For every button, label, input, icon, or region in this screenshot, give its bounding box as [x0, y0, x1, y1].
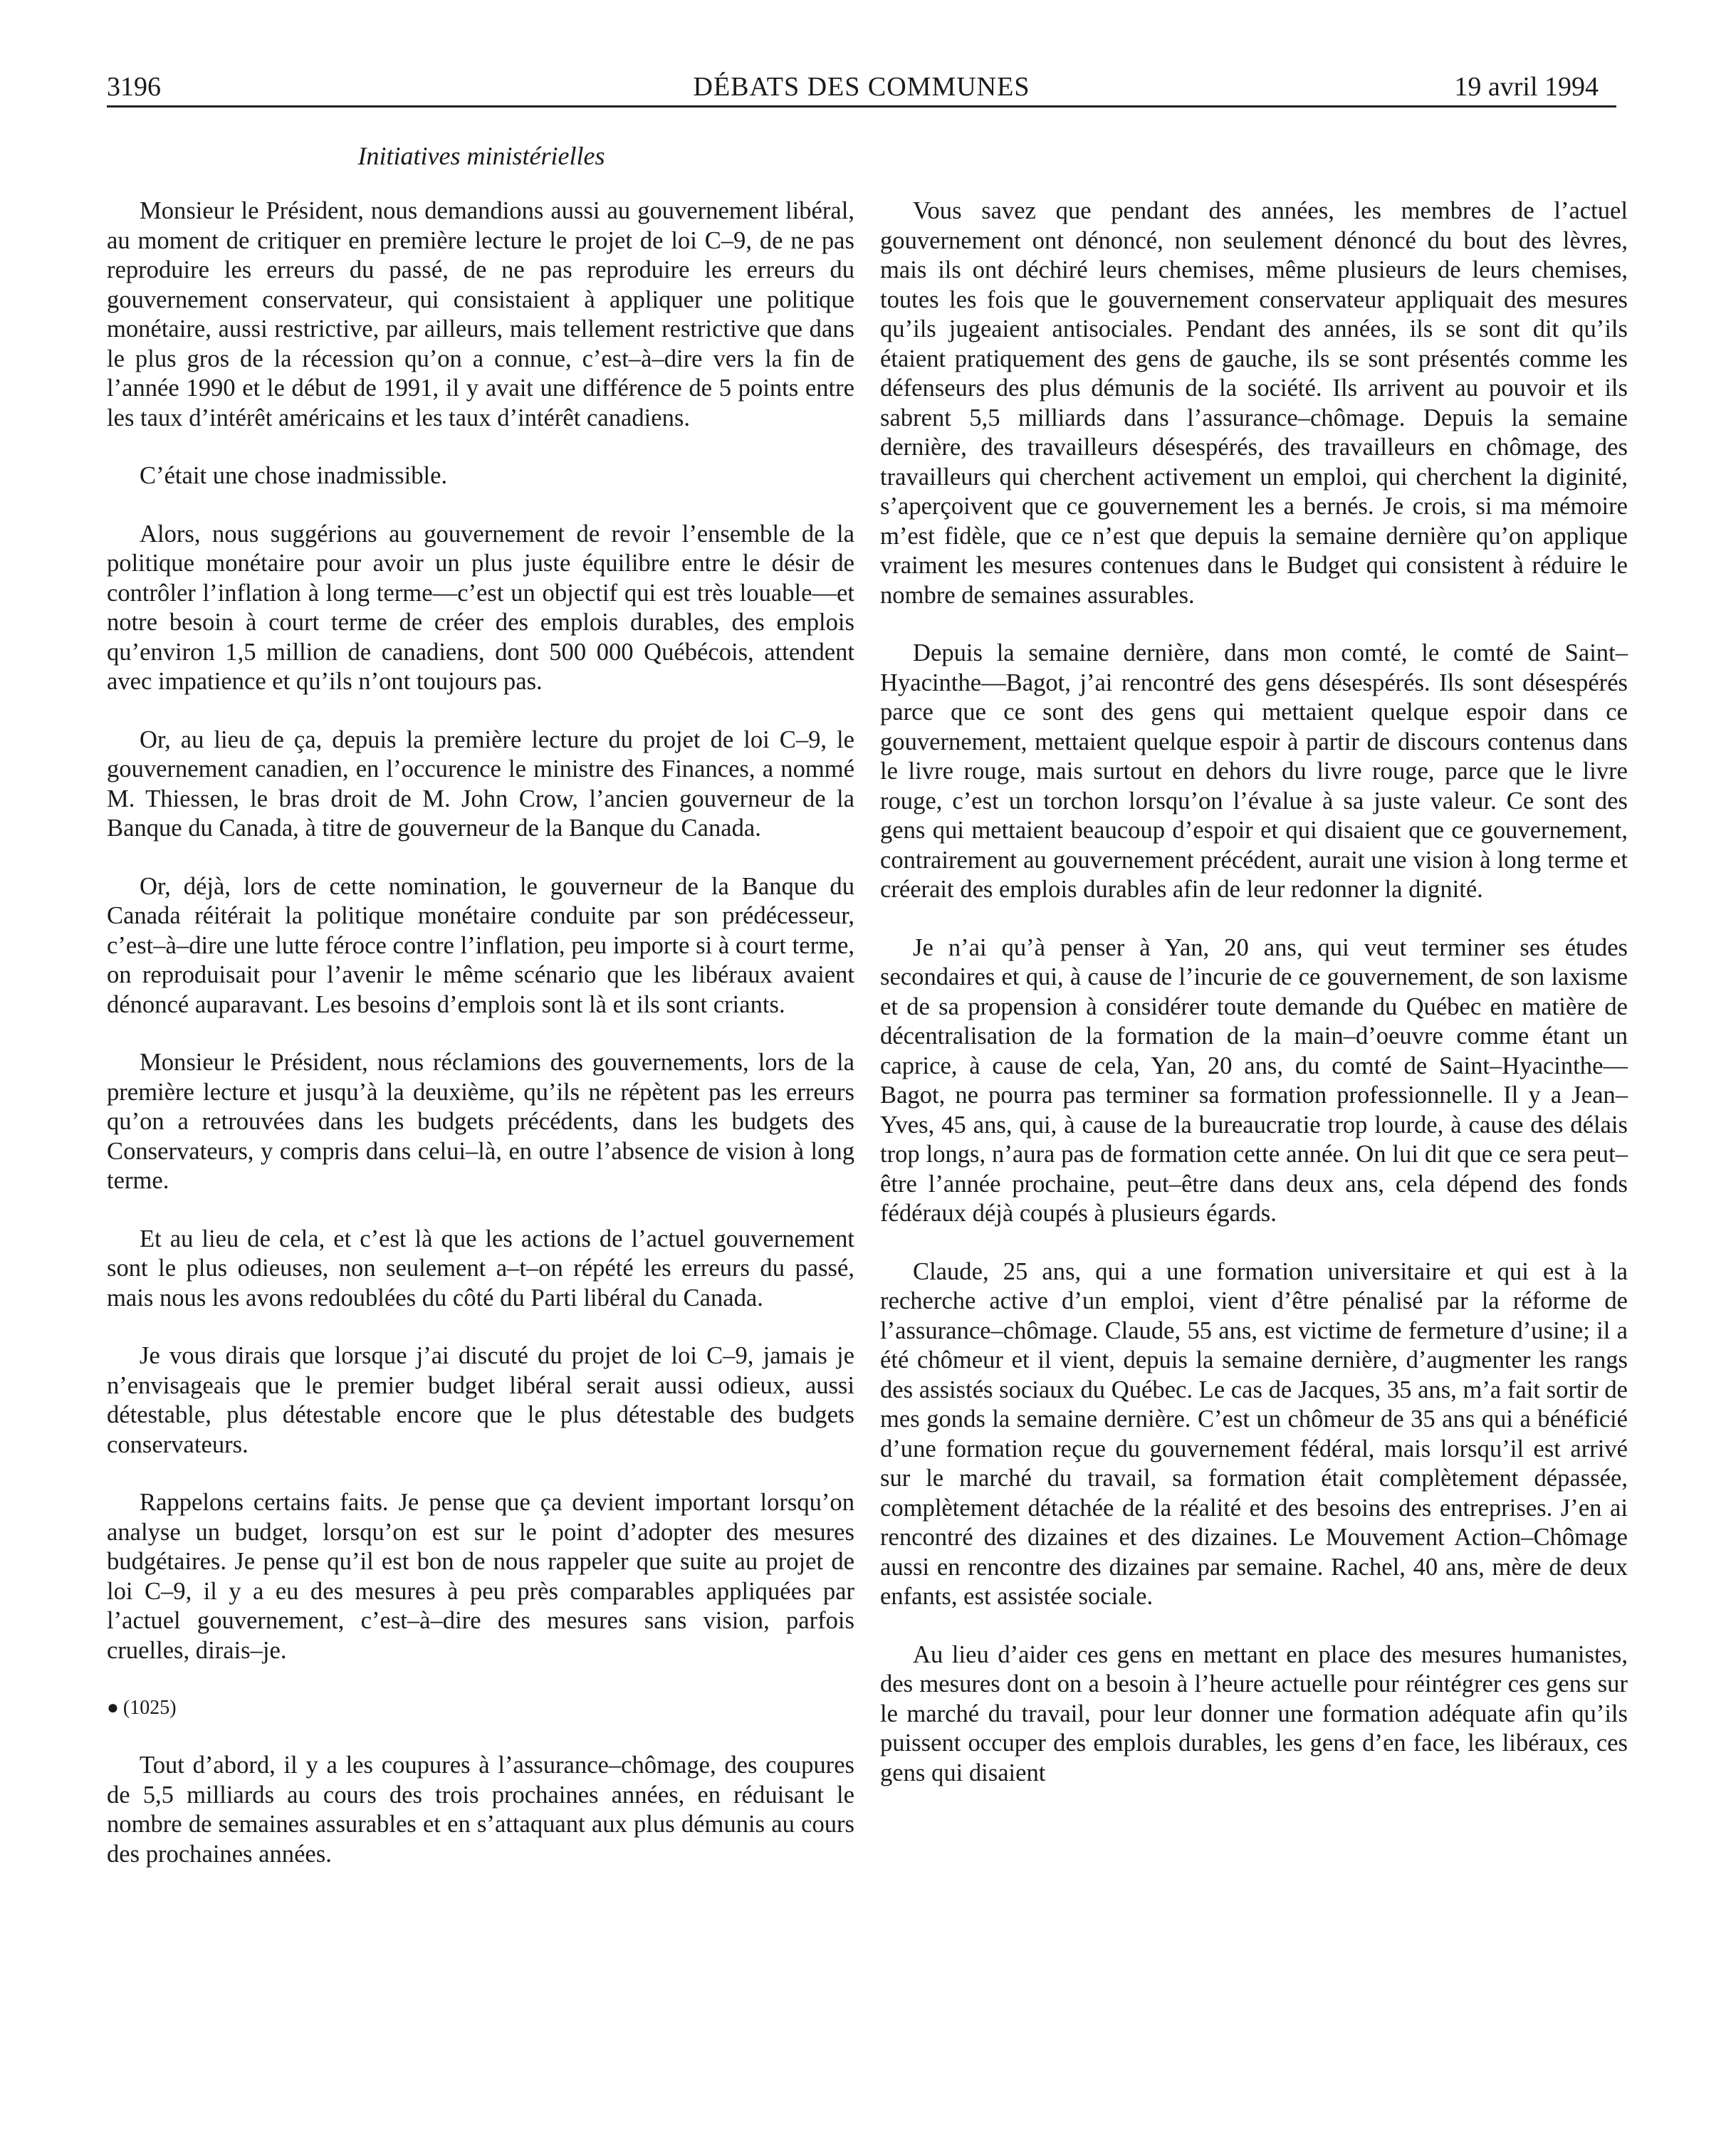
right-column: [880, 197, 1628, 1816]
paragraph: Monsieur le Président, nous réclamions des gouvernements, lors de la première lecture et jusqu’à la deuxième, qu’ils ne répètent pas les erreurs qu’on a retrouvées dans les budgets précédents, dans les budgets des Conservateurs, y compris dans celui–là, en outre l’absence de vision à long terme.: [107, 1049, 854, 1194]
left-column: [107, 197, 854, 1898]
page-number: 3196: [107, 72, 161, 102]
paragraph: Je n’ai qu’à penser à Yan, 20 ans, qui veut terminer ses études secondaires et qui, à cause de l’incurie de ce gouvernement, de son laxisme et de sa propension à considérer toute demande du Québec en matière de décentralisation de la formation de la main–d’oeuvre comme étant un caprice, à cause de cela, Yan, 20 ans, du comté de Saint–Hyacinthe—Bagot, ne pourra pas terminer sa formation professionnelle. Il y a Jean–Yves, 45 ans, qui, à cause de la bureaucratie trop lourde, à cause des délais trop longs, n’aura pas de formation cette année. On lui dit que ce sera peut–être l’année prochaine, peut–être dans deux ans, cela dépend des fonds fédéraux déjà coupés à plusieurs égards.: [880, 933, 1628, 1227]
paragraph: Depuis la semaine dernière, dans mon comté, le comté de Saint–Hyacinthe—Bagot, j’ai rencontré des gens désespérés. Ils sont désespérés parce que ce sont des gens qui mettaient quelque espoir dans ce gouvernement, mettaient quelque espoir à partir de discours contenus dans le livre rouge, mais surtout en dehors du livre rouge, parce que le livre rouge, c’est un torchon lorsqu’on l’évalue à sa juste valeur. Ce sont des gens qui mettaient beaucoup d’espoir et qui disaient que ce gouvernement, contrairement au gouvernement précédent, aurait une vision à long terme et créerait des emplois durables afin de leur redonner la dignité.: [880, 639, 1628, 903]
paragraph: Or, déjà, lors de cette nomination, le gouverneur de la Banque du Canada réitérait la politique monétaire conduite par son prédécesseur, c’est–à–dire une lutte féroce contre l’inflation, peu importe si à court terme, on reproduisait pour l’avenir le même scénario que les libéraux avaient dénoncé auparavant. Les besoins d’emplois sont là et ils sont criants.: [107, 872, 854, 1018]
paragraph: Et au lieu de cela, et c’est là que les actions de l’actuel gouvernement sont le plus odieuses, non seulement a–t–on répété les erreurs du passé, mais nous les avons redoublées du côté du Parti libéral du Canada.: [107, 1225, 854, 1312]
paragraph: Alors, nous suggérions au gouvernement de revoir l’ensemble de la politique monétaire pour avoir un plus juste équilibre entre le désir de contrôler l’inflation à long terme—c’est un objectif qui est très louable—et notre besoin à court terme de créer des emplois durables, des emplois qu’environ 1,5 million de canadiens, dont 500 000 Québécois, attendent avec impatience et qu’ils n’ont toujours pas.: [107, 520, 854, 695]
time-marker-label: (1025): [122, 1697, 177, 1719]
paragraph: Monsieur le Président, nous demandions aussi au gouvernement libéral, au moment de critiquer en première lecture le projet de loi C–9, de ne pas reproduire les erreurs du passé, de ne pas reproduire les erreurs du gouvernement conservateur, qui consistaient à appliquer une politique monétaire, aussi restrictive, par ailleurs, mais tellement restrictive que dans le plus gros de la récession qu’on a connue, c’est–à–dire vers la fin de l’année 1990 et le début de 1991, il y avait une différence de 5 points entre les taux d’intérêt américains et les taux d’intérêt canadiens.: [107, 197, 854, 431]
bullet-icon: ●: [107, 1697, 119, 1719]
paragraph: Tout d’abord, il y a les coupures à l’assurance–chômage, des coupures de 5,5 milliards au cours des trois prochaines années, en réduisant le nombre de semaines assurables et en s’attaquant aux plus démunis au cours des prochaines années.: [107, 1752, 854, 1868]
section-subheading: Initiatives ministérielles: [357, 142, 605, 170]
page-header: [107, 68, 1616, 108]
paragraph: Au lieu d’aider ces gens en mettant en place des mesures humanistes, des mesures dont on a besoin à l’heure actuelle pour réintégrer ces gens sur le marché du travail, pour leur donner une formation adéquate afin qu’ils puissent occuper des emplois durables, les gens d’en face, les libéraux, ces gens qui disaient: [880, 1640, 1628, 1786]
publication-date: 19 avril 1994: [1454, 72, 1599, 102]
paragraph: Claude, 25 ans, qui a une formation universitaire et qui est à la recherche active d’un emploi, vient d’être pénalisé par la réforme de l’assurance–chômage. Claude, 55 ans, est victime de fermeture d’usine; il a été chômeur et il vient, depuis la semaine dernière, d’augmenter les rangs des assistés sociaux du Québec. Le cas de Jacques, 35 ans, m’a fait sortir de mes gonds la semaine dernière. C’est un chômeur de 35 ans qui a bénéficié d’une formation reçue du gouvernement fédéral, mais lorsqu’il est arrivé sur le marché du travail, sa formation était complètement dépassée, complètement détachée de la réalité et des besoins des entreprises. J’en ai rencontré des dizaines et des dizaines. Le Mouvement Action–Chômage aussi en rencontre des dizaines par semaine. Rachel, 40 ans, mère de deux enfants, est assistée sociale.: [880, 1257, 1628, 1610]
time-marker: [107, 1694, 854, 1722]
publication-title: DÉBATS DES COMMUNES: [693, 72, 1030, 102]
paragraph: C’était une chose inadmissible.: [140, 462, 448, 489]
paragraph: Vous savez que pendant des années, les membres de l’actuel gouvernement ont dénoncé, non seulement dénoncé du bout des lèvres, mais ils ont déchiré leurs chemises, même plusieurs de leurs chemises, toutes les fois que le gouvernement conservateur appliquait des mesures qu’ils jugeaient antisociales. Pendant des années, ils se sont dit qu’ils étaient pratiquement des gens de gauche, ils se sont présentés comme les défenseurs des plus démunis de la société. Ils arrivent au pouvoir et ils sabrent 5,5 milliards dans l’assurance–chômage. Depuis la semaine dernière, des travailleurs désespérés, des travailleurs en chômage, des travailleurs qui cherchent activement un emploi, qui cherchent la diginité, s’aperçoivent que ce gouvernement les a bernés. Je crois, si ma mémoire m’est fidèle, que ce n’est que depuis la semaine dernière qu’on applique vraiment les mesures contenues dans le Budget qui consistent à réduire le nombre de semaines assurables.: [880, 197, 1628, 609]
paragraph: Rappelons certains faits. Je pense que ça devient important lorsqu’on analyse un budget, lorsqu’on est sur le point d’adopter des mesures budgétaires. Je pense qu’il est bon de nous rappeler que suite au projet de loi C–9, il y a eu des mesures à peu près comparables appliquées par l’actuel gouvernement, c’est–à–dire des mesures sans vision, parfois cruelles, dirais–je.: [107, 1489, 854, 1664]
paragraph: Je vous dirais que lorsque j’ai discuté du projet de loi C–9, jamais je n’envisageais que le premier budget libéral serait aussi odieux, aussi détestable, plus détestable encore que le plus détestable des budgets conservateurs.: [107, 1342, 854, 1458]
paragraph: Or, au lieu de ça, depuis la première lecture du projet de loi C–9, le gouvernement canadien, en l’occurence le ministre des Finances, a nommé M. Thiessen, le bras droit de M. John Crow, l’ancien gouverneur de la Banque du Canada, à titre de gouverneur de la Banque du Canada.: [107, 726, 854, 842]
